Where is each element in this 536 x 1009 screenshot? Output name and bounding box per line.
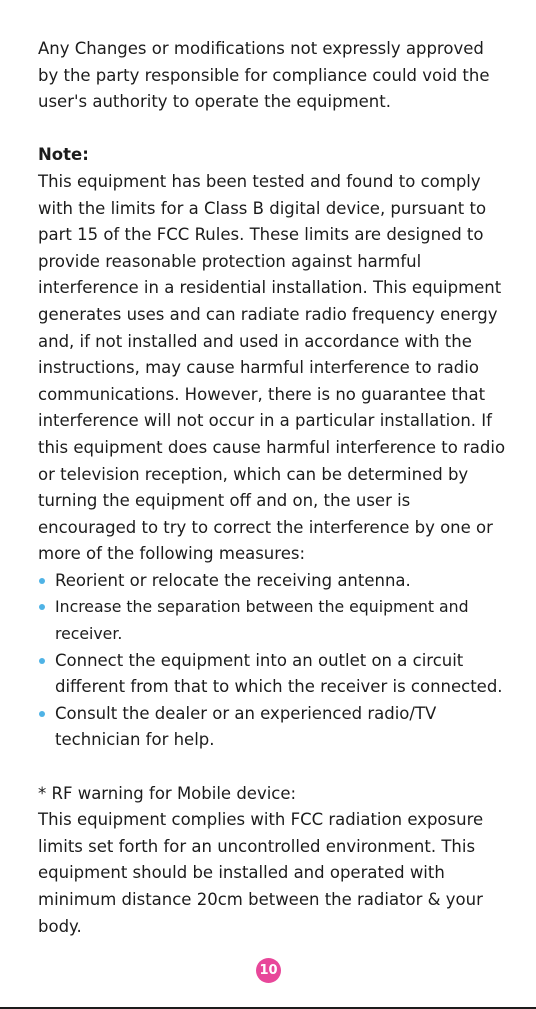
list-item-text: Increase the separation between the equipment and receiver. — [55, 597, 469, 644]
list-item — [38, 648, 508, 701]
list-item-text: Connect the equipment into an outlet on a circuit different from that to which the receiver is connected. — [55, 650, 503, 697]
rf-warning-heading: * RF warning for Mobile device: — [38, 783, 297, 803]
page-number-badge: 10 — [256, 958, 281, 983]
note-heading: Note: — [38, 145, 89, 165]
spacer — [38, 754, 508, 781]
list-item — [38, 568, 508, 595]
list-item — [38, 701, 508, 754]
note-body: This equipment has been tested and found to comply with the limits for a Class B digital device, pursuant to part 15 of the FCC Rules. These limits are designed to provide reasonable protection against harmful interference in a residential installation. This equipment generates uses and can radiate radio frequency energy and, if not installed and used in accordance with the instructions, may cause harmful interference to radio communications. However, there is no guarantee that interference will not occur in a particular installation. If this equipment does cause harmful interference to radio or television reception, which can be determined by turning the equipment off and on, the user is encouraged to try to correct the interference by one or more of the following measures: — [38, 171, 506, 564]
list-item-text: Consult the dealer or an experienced radio/TV technician for help. — [55, 703, 437, 750]
manual-page-content — [38, 36, 508, 940]
measures-list — [38, 568, 508, 754]
rf-warning-body: This equipment complies with FCC radiation exposure limits set forth for an uncontrolled environment. This equipment should be installed and operated with minimum distance 20cm between the radiator & your body. — [38, 810, 484, 936]
bullet-dot-icon — [39, 711, 45, 717]
modifications-warning: Any Changes or modifications not expressly approved by the party responsible for compliance could void the user's authority to operate the equipment. — [38, 39, 490, 112]
spacer — [38, 116, 508, 143]
bullet-dot-icon — [39, 604, 45, 610]
bullet-dot-icon — [39, 658, 45, 664]
list-item — [38, 594, 508, 647]
bullet-dot-icon — [39, 578, 45, 584]
list-item-text: Reorient or relocate the receiving antenna. — [55, 570, 411, 590]
